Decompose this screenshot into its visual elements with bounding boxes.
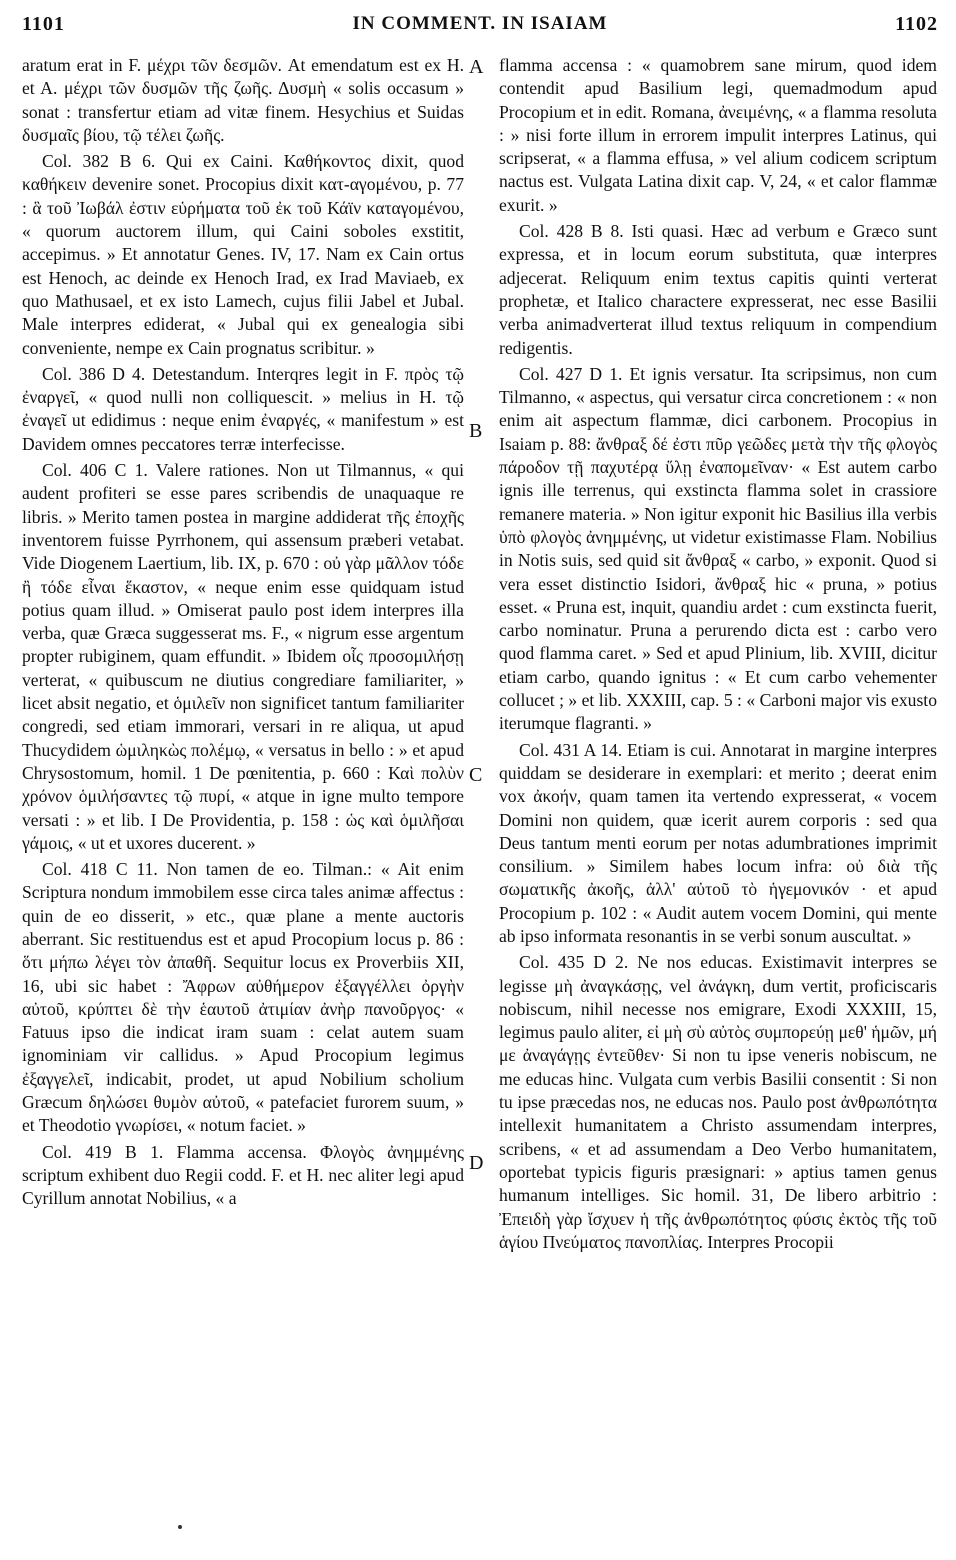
section-marker-b: B [469, 420, 483, 442]
section-marker-d: D [469, 1152, 484, 1174]
paragraph: Col. 428 B 8. Isti quasi. Hæc ad verbum e Græco sunt expressa, et in locum eorum substituta, quæ interpres adjecerat. Reliquum enim textus capitis quinti verterat prophetæ, et Italico charactere expresserat, nec esse Basilii verba animadverterat illud textus reliquum in compendium redigentis. [499, 221, 937, 358]
running-title: IN COMMENT. IN ISAIAM [352, 13, 608, 34]
paragraph: Col. 435 D 2. Ne nos educas. Existimavit interpres se legisse μὴ ἀναγκάσῃς, vel ἀνάγκη, dum vertit, proficiscaris nobiscum, nihil necesse nos emigrare, Exodi XXXIII, 15, legimus paulo aliter, εἰ μὴ σὺ αὐτὸς συμπορεύῃ μεθ' ἡμῶν, μή με ἀναγάγῃς ἐντεῦθεν· Si non tu ipse veneris nobiscum, ne me educas hinc. Vulgata cum verbis Basilii consentit : Si non tu ipse præcedas nos, ne educas nos. Paulo post ἀνθρωπότητα intellexit humanitatem a Christo assumendam interpres, scribens, « et ad assumendam a Deo Verbo humanitatem, oportebat typicis figuris præsignari: » aptius tamen genus humanum intelliges. Sic homil. 31, De libero arbitrio : Ἐπειδὴ γὰρ ἴσχυεν ἡ τῆς ἀνθρωπότητος φύσις ἐκτὸς τῆς τοῦ ἁγίου Πνεύματος πανοπλίας. Interpres Procopii [499, 952, 937, 1252]
paragraph: Col. 382 B 6. Qui ex Caini. Καθήκοντος dixit, quod καθήκειν devenire sonet. Procopius dixit κατ-αγομένου, p. 77 : ἃ τοῦ Ἰωβάλ ἐστιν εὑρήματα τοῦ ἐκ τοῦ Κάϊν καταγομένου, « quorum auctorem illum, qui Caini soboles exstitit, accepimus. » Et annotatur Genes. IV, 17. Nam ex Cain ortus est Henoch, ac deinde ex Henoch Irad, ex Irad Maviaeb, ex quo Mathusael, et ex isto Lamech, cujus filii Jabel et Jubal. Male interpres ediderat, « Jubal qui ex genealogia sibi conveniente, nempe ex Cain prognatus scribitur. » [22, 151, 464, 358]
right-page-number: 1102 [895, 12, 938, 35]
paragraph: Col. 431 A 14. Etiam is cui. Annotarat in margine interpres quiddam se desiderare in exemplari: et merito ; deerat enim vox ἀκοήν, quam tamen ita vertendo expresserat, « vocem Domini non quidem, quæ icerit aurem corporis : sed qua Deus tantum menti eorum per notas adumbrationes imprimit consilium. » Similem habes locum infra: οὐ διὰ τῆς σωματικῆς ἀκοῆς, ἀλλ' αὐτοῦ τὸ ἡγεμονικόν · et apud Procopium p. 102 : « Audit autem vocem Domini, qui mente ab ipso informata resonantis in se verbi sonum auscultat. » [499, 739, 937, 946]
paragraph: Col. 406 C 1. Valere rationes. Non ut Tilmannus, « qui audent profiteri se esse pares scribendis de unaquaque re libris. » Merito tamen postea in margine addiderat τῆς ἐποχῆς inventorem fuisse Pyrrhonem, qui assensum præberi vetabat. Vide Diogenem Laertium, lib. IX, p. 670 : οὐ γὰρ μᾶλλον τόδε ἢ τόδε εἶναι ἕκαστον, « neque enim esse quidquam istud potius quam illud. » Omiserat paulo post idem interpres illa verba, quæ Græca suggesserat ms. F., « nigrum esse argentum propter rubiginem, quam effundit. » Ibidem οἷς προσομιλήσῃ verterat, « quibuscum ne diutius congrediare familiariter, » licet absit negatio, et ὁμιλεῖν non significet tantum familiariter congredi, sed etiam immorari, versari in re aliqua, ut apud Thucydidem ὡμιληκὼς πολέμῳ, « versatus in bello : » et apud Chrysostomum, homil. 1 De pœnitentia, p. 660 : Καὶ πολὺν χρόνον ὁμιλήσαντες τῷ πυρί, « atque in igne multo tempore versati : » et lib. I De Providentia, p. 158 : ὡς καὶ ὁμιλῆσαι γάμοις, « ut et uxores ducerent. » [22, 460, 464, 853]
section-marker-c: C [469, 764, 483, 786]
right-column [499, 54, 937, 1257]
paragraph: Col. 419 B 1. Flamma accensa. Φλογὸς ἀνημμένης scriptum exhibent duo Regii codd. F. et H. nec aliter legi apud Cyrillum annotat Nobilius, « a [22, 1141, 464, 1209]
paragraph: Col. 427 D 1. Et ignis versatur. Ita scripsimus, non cum Tilmanno, « aspectus, qui versatur circa concretionem : « non enim ait aspectum flammæ, dici carbonem. Procopius in Isaiam p. 88: ἄνθραξ δέ ἐστι πῦρ γεῶδες μετὰ τὴν τῆς φλογὸς πάροδον τῇ παχυτέρᾳ ὕλῃ ἐναπομεῖναν· « Est autem carbo ignis ille terrenus, qui exstincta flamma solet in crassiore remanere materia. » Non igitur exponit hic Basilius illa verbis ὑπὸ φλογὸς ἀνημμένης, ut videtur existimasse Flam. Nobilius in Notis suis, sed quid sit ἄνθραξ « carbo, » exponit. Quod si vera esset distinctio Isidori, ἄνθραξ hic « pruna, » potius esset. « Pruna est, inquit, quandiu ardet : cum exstincta fuerit, carbo nominatur. Pruna a perurendo dicta est : carbo vero quod flamma caret. » Sed et apud Plinium, lib. XVIII, dicitur etiam carbo, quando ignitus : « Et cum carbo vehementer collucet ; » et lib. XXXIII, cap. 5 : « Carboni major vis exusto iterumque flagranti. » [499, 363, 937, 734]
left-column [22, 54, 464, 1214]
page-header [22, 8, 938, 40]
paragraph: flamma accensa : « quamobrem sane mirum, quod idem contendit apud Basilium legi, quemadmodum apud Procopium et in edit. Romana, ἀνειμένης, « a flamma resoluta : » nisi forte illum in errorem impulit interpres Latinus, qui scripserat, « a flamma effusa, » vel alium codicem scriptum nactus est. Vulgata Latina dixit cap. V, 24, « et calor flammæ exurit. » [499, 55, 937, 215]
stray-dot [178, 1525, 182, 1529]
section-marker-a: A [469, 56, 484, 78]
paragraph: aratum erat in F. μέχρι τῶν δεσμῶν. At emendatum est ex H. et A. μέχρι τῶν δυσμῶν τῆς ζωῆς. Δυσμὴ « solis occasum » sonat : transfertur etiam ad vitæ finem. Hesychius et Suidas δυσμαῖς βίου, τῷ τέλει ζωῆς. [22, 55, 464, 145]
paragraph: Col. 386 D 4. Detestandum. Interqres legit in F. πρὸς τῷ ἐναργεῖ, « quod nulli non colliquescit. » melius in H. τῷ ἐναγεῖ ut edidimus : neque enim ἐναργές, « manifestum » est Davidem omnes peccatores terræ interfecisse. [22, 363, 464, 454]
paragraph: Col. 418 C 11. Non tamen de eo. Tilman.: « Ait enim Scriptura nondum immobilem esse circa tales animæ affectus : quin de eo disserit, » etc., quæ plane a mente auctoris aberrant. Sic restituendus est et apud Procopium locus p. 86 : ὅτι μήπω λέγει τὸν ἀπαθῆ. Sequitur locus ex Proverbiis XII, 16, ubi sic habet : Ἄφρων αὐθήμερον ἐξαγγέλλει ὀργὴν αὐτοῦ, κρύπτει δὲ τὴν ἑαυτοῦ ἀτιμίαν ἀνὴρ πανοῦργος· « Fatuus ipso die indicat iram suam : celat autem suam ignominiam vir callidus. » Apud Procopium legimus ἐξαγγελεῖ, indicabit, prodet, ut apud Nobilium scholium Græcum δηλώσει θυμὸν αὐτοῦ, « patefaciet furorem suum, » et Theodotio γνωρίσει, « notum faciet. » [22, 859, 464, 1136]
left-page-number: 1101 [22, 12, 65, 35]
